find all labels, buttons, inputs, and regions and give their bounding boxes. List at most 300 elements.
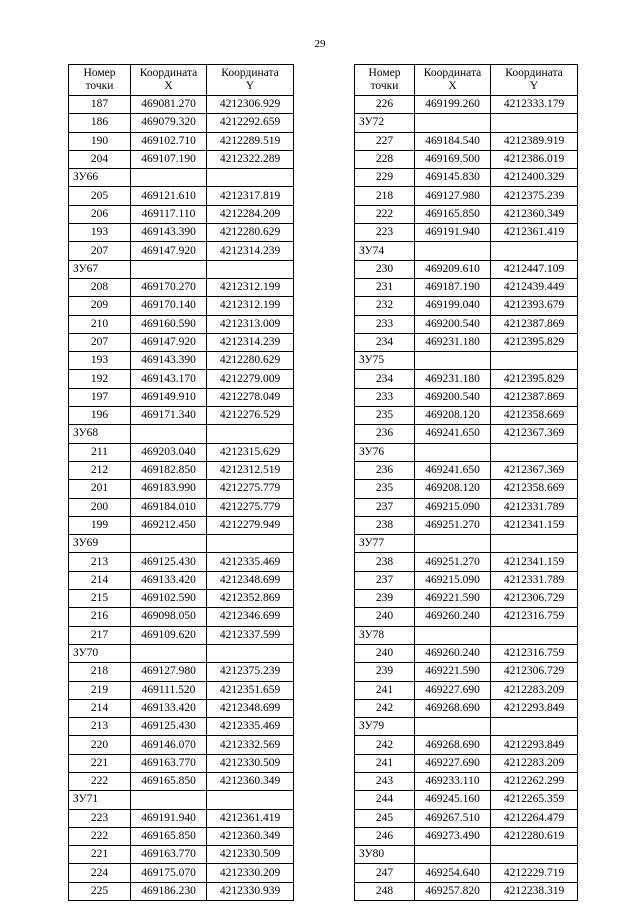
coordinate-y-cell: 4212306.729 [491, 590, 578, 608]
point-number-cell: 211 [69, 443, 131, 461]
coordinate-x-cell: 469208.120 [415, 480, 491, 498]
coordinate-y-cell: 4212331.789 [491, 498, 578, 516]
point-number-cell: 197 [69, 388, 131, 406]
parcel-label: ЗУ75 [355, 352, 415, 370]
table-row [69, 498, 294, 516]
coordinate-x-cell: 469267.510 [415, 809, 491, 827]
coordinate-x-cell: 469111.520 [131, 681, 207, 699]
table-row [69, 626, 294, 644]
table-row [355, 681, 578, 699]
coordinate-y-cell: 4212284.209 [207, 205, 294, 223]
table-row [69, 882, 294, 900]
point-number-cell: 236 [355, 425, 415, 443]
table-row [355, 498, 578, 516]
coordinate-x-cell: 469102.710 [131, 132, 207, 150]
table-row [69, 297, 294, 315]
coordinate-x-cell: 469245.160 [415, 791, 491, 809]
table-row [69, 461, 294, 479]
header-point-number: Номер точки [355, 65, 415, 96]
coordinate-x-cell: 469257.820 [415, 882, 491, 900]
parcel-label: ЗУ78 [355, 626, 415, 644]
empty-cell [415, 242, 491, 260]
coordinate-y-cell: 4212360.349 [207, 827, 294, 845]
table-row [69, 590, 294, 608]
table-row [69, 846, 294, 864]
point-number-cell: 205 [69, 187, 131, 205]
header-coordinate-x: Координата X [131, 65, 207, 96]
coordinate-y-cell: 4212275.779 [207, 480, 294, 498]
table-row [69, 772, 294, 790]
table-row [69, 827, 294, 845]
coordinate-x-cell: 469102.590 [131, 590, 207, 608]
table-row [355, 224, 578, 242]
coordinate-y-cell: 4212346.699 [207, 608, 294, 626]
point-number-cell: 215 [69, 590, 131, 608]
empty-cell [207, 260, 294, 278]
coordinate-x-cell: 469121.610 [131, 187, 207, 205]
point-number-cell: 224 [69, 864, 131, 882]
empty-cell [131, 535, 207, 553]
parcel-label: ЗУ66 [69, 169, 131, 187]
coordinate-y-cell: 4212375.239 [207, 663, 294, 681]
coordinate-y-cell: 4212314.239 [207, 333, 294, 351]
coordinate-y-cell: 4212312.519 [207, 461, 294, 479]
coordinate-x-cell: 469186.230 [131, 882, 207, 900]
coordinate-x-cell: 469199.260 [415, 96, 491, 114]
table-row [69, 443, 294, 461]
point-number-cell: 223 [69, 809, 131, 827]
empty-cell [415, 535, 491, 553]
point-number-cell: 199 [69, 516, 131, 534]
table-row [355, 205, 578, 223]
coordinate-x-cell: 469165.850 [415, 205, 491, 223]
coordinate-x-cell: 469127.980 [415, 187, 491, 205]
coordinate-y-cell: 4212337.599 [207, 626, 294, 644]
table-row [355, 370, 578, 388]
point-number-cell: 247 [355, 864, 415, 882]
coordinates-table-left [68, 64, 294, 901]
table-row [355, 96, 578, 114]
coordinate-y-cell: 4212315.629 [207, 443, 294, 461]
group-header-row [355, 114, 578, 132]
table-row [69, 571, 294, 589]
coordinate-x-cell: 469200.540 [415, 315, 491, 333]
point-number-cell: 210 [69, 315, 131, 333]
point-number-cell: 201 [69, 480, 131, 498]
point-number-cell: 208 [69, 278, 131, 296]
point-number-cell: 232 [355, 297, 415, 315]
point-number-cell: 222 [69, 772, 131, 790]
table-row [69, 699, 294, 717]
table-row [355, 260, 578, 278]
coordinate-y-cell: 4212280.629 [207, 224, 294, 242]
coordinate-x-cell: 469127.980 [131, 663, 207, 681]
coordinate-x-cell: 469125.430 [131, 553, 207, 571]
point-number-cell: 193 [69, 224, 131, 242]
coordinate-x-cell: 469268.690 [415, 699, 491, 717]
coordinate-x-cell: 469145.830 [415, 169, 491, 187]
table-row [69, 278, 294, 296]
group-header-row [355, 846, 578, 864]
point-number-cell: 214 [69, 699, 131, 717]
group-header-row [355, 535, 578, 553]
coordinate-x-cell: 469268.690 [415, 736, 491, 754]
coordinate-y-cell: 4212351.659 [207, 681, 294, 699]
coordinate-x-cell: 469251.270 [415, 553, 491, 571]
coordinate-y-cell: 4212335.469 [207, 553, 294, 571]
point-number-cell: 239 [355, 663, 415, 681]
empty-cell [131, 260, 207, 278]
table-row [355, 571, 578, 589]
point-number-cell: 200 [69, 498, 131, 516]
empty-cell [415, 846, 491, 864]
parcel-label: ЗУ69 [69, 535, 131, 553]
coordinate-y-cell: 4212317.819 [207, 187, 294, 205]
empty-cell [207, 169, 294, 187]
empty-cell [491, 535, 578, 553]
point-number-cell: 223 [355, 224, 415, 242]
page-number: 29 [314, 38, 326, 50]
point-number-cell: 244 [355, 791, 415, 809]
point-number-cell: 206 [69, 205, 131, 223]
empty-cell [491, 114, 578, 132]
point-number-cell: 238 [355, 553, 415, 571]
coordinate-x-cell: 469260.240 [415, 608, 491, 626]
table-row [69, 407, 294, 425]
point-number-cell: 218 [355, 187, 415, 205]
table-row [69, 681, 294, 699]
point-number-cell: 235 [355, 407, 415, 425]
point-number-cell: 237 [355, 498, 415, 516]
coordinate-y-cell: 4212292.659 [207, 114, 294, 132]
empty-cell [131, 644, 207, 662]
empty-cell [491, 443, 578, 461]
point-number-cell: 221 [69, 754, 131, 772]
coordinate-y-cell: 4212276.529 [207, 407, 294, 425]
group-header-row [69, 791, 294, 809]
point-number-cell: 235 [355, 480, 415, 498]
coordinate-y-cell: 4212386.019 [491, 150, 578, 168]
table-row [69, 736, 294, 754]
coordinate-x-cell: 469146.070 [131, 736, 207, 754]
coordinate-y-cell: 4212393.679 [491, 297, 578, 315]
group-header-row [69, 425, 294, 443]
table-row [69, 480, 294, 498]
point-number-cell: 212 [69, 461, 131, 479]
table-row [355, 150, 578, 168]
coordinate-y-cell: 4212330.209 [207, 864, 294, 882]
coordinate-y-cell: 4212306.729 [491, 663, 578, 681]
table-row [355, 663, 578, 681]
coordinate-y-cell: 4212330.509 [207, 846, 294, 864]
table-row [69, 516, 294, 534]
table-row [69, 754, 294, 772]
table-row [355, 388, 578, 406]
coordinate-y-cell: 4212280.619 [491, 827, 578, 845]
point-number-cell: 246 [355, 827, 415, 845]
point-number-cell: 222 [355, 205, 415, 223]
point-number-cell: 231 [355, 278, 415, 296]
point-number-cell: 233 [355, 388, 415, 406]
table-row [355, 608, 578, 626]
table-row [69, 864, 294, 882]
coordinate-x-cell: 469143.170 [131, 370, 207, 388]
table-row [69, 608, 294, 626]
point-number-cell: 236 [355, 461, 415, 479]
coordinate-x-cell: 469212.450 [131, 516, 207, 534]
empty-cell [415, 718, 491, 736]
coordinate-y-cell: 4212229.719 [491, 864, 578, 882]
table-row [355, 754, 578, 772]
point-number-cell: 234 [355, 333, 415, 351]
parcel-label: ЗУ68 [69, 425, 131, 443]
coordinate-x-cell: 469199.040 [415, 297, 491, 315]
table-row [355, 187, 578, 205]
coordinate-y-cell: 4212367.369 [491, 461, 578, 479]
group-header-row [69, 535, 294, 553]
empty-cell [207, 791, 294, 809]
empty-cell [131, 791, 207, 809]
point-number-cell: 242 [355, 699, 415, 717]
coordinate-x-cell: 469133.420 [131, 699, 207, 717]
coordinate-y-cell: 4212280.629 [207, 352, 294, 370]
table-row [69, 663, 294, 681]
point-number-cell: 241 [355, 754, 415, 772]
coordinate-x-cell: 469254.640 [415, 864, 491, 882]
table-row [69, 333, 294, 351]
coordinate-y-cell: 4212333.179 [491, 96, 578, 114]
table-row [355, 736, 578, 754]
coordinate-y-cell: 4212278.049 [207, 388, 294, 406]
coordinate-y-cell: 4212367.369 [491, 425, 578, 443]
point-number-cell: 190 [69, 132, 131, 150]
coordinate-x-cell: 469184.540 [415, 132, 491, 150]
table-row [355, 461, 578, 479]
coordinate-y-cell: 4212283.209 [491, 681, 578, 699]
coordinate-x-cell: 469187.190 [415, 278, 491, 296]
coordinate-x-cell: 469203.040 [131, 443, 207, 461]
table-row [69, 370, 294, 388]
table-row [355, 882, 578, 900]
coordinate-x-cell: 469169.500 [415, 150, 491, 168]
point-number-cell: 207 [69, 242, 131, 260]
coordinate-y-cell: 4212389.919 [491, 132, 578, 150]
coordinate-x-cell: 469125.430 [131, 718, 207, 736]
point-number-cell: 240 [355, 608, 415, 626]
table-row [355, 516, 578, 534]
coordinate-x-cell: 469163.770 [131, 754, 207, 772]
coordinate-x-cell: 469175.070 [131, 864, 207, 882]
table-row [355, 553, 578, 571]
header-coordinate-y: Координата Y [491, 65, 578, 96]
coordinate-x-cell: 469227.690 [415, 681, 491, 699]
empty-cell [131, 425, 207, 443]
coordinate-x-cell: 469170.140 [131, 297, 207, 315]
coordinate-x-cell: 469221.590 [415, 590, 491, 608]
parcel-label: ЗУ72 [355, 114, 415, 132]
empty-cell [207, 644, 294, 662]
table-row [69, 242, 294, 260]
coordinate-y-cell: 4212341.159 [491, 516, 578, 534]
table-row [355, 699, 578, 717]
coordinate-x-cell: 469215.090 [415, 571, 491, 589]
coordinate-y-cell: 4212358.669 [491, 480, 578, 498]
table-row [355, 827, 578, 845]
coordinate-y-cell: 4212360.349 [491, 205, 578, 223]
group-header-row [69, 644, 294, 662]
header-coordinate-y: Координата Y [207, 65, 294, 96]
coordinate-x-cell: 469147.920 [131, 333, 207, 351]
coordinate-x-cell: 469233.110 [415, 772, 491, 790]
coordinate-x-cell: 469079.320 [131, 114, 207, 132]
point-number-cell: 225 [69, 882, 131, 900]
coordinate-y-cell: 4212265.359 [491, 791, 578, 809]
table-row [355, 333, 578, 351]
table-row [355, 590, 578, 608]
coordinate-y-cell: 4212352.869 [207, 590, 294, 608]
group-header-row [69, 260, 294, 278]
point-number-cell: 230 [355, 260, 415, 278]
point-number-cell: 220 [69, 736, 131, 754]
coordinate-y-cell: 4212313.009 [207, 315, 294, 333]
parcel-label: ЗУ76 [355, 443, 415, 461]
coordinate-x-cell: 469143.390 [131, 224, 207, 242]
empty-cell [491, 846, 578, 864]
coordinate-y-cell: 4212395.829 [491, 333, 578, 351]
parcel-label: ЗУ77 [355, 535, 415, 553]
point-number-cell: 227 [355, 132, 415, 150]
coordinate-y-cell: 4212289.519 [207, 132, 294, 150]
coordinate-x-cell: 469191.940 [415, 224, 491, 242]
table-row [355, 315, 578, 333]
table-row [355, 425, 578, 443]
coordinate-x-cell: 469191.940 [131, 809, 207, 827]
table-row [69, 150, 294, 168]
empty-cell [491, 626, 578, 644]
table-row [355, 169, 578, 187]
table-row [355, 132, 578, 150]
point-number-cell: 238 [355, 516, 415, 534]
coordinate-x-cell: 469107.190 [131, 150, 207, 168]
empty-cell [207, 425, 294, 443]
empty-cell [131, 169, 207, 187]
coordinate-y-cell: 4212264.479 [491, 809, 578, 827]
group-header-row [355, 352, 578, 370]
point-number-cell: 240 [355, 644, 415, 662]
group-header-row [355, 718, 578, 736]
table-row [355, 864, 578, 882]
coordinate-x-cell: 469231.180 [415, 333, 491, 351]
coordinate-x-cell: 469170.270 [131, 278, 207, 296]
table-row [355, 644, 578, 662]
coordinate-y-cell: 4212238.319 [491, 882, 578, 900]
point-number-cell: 233 [355, 315, 415, 333]
point-number-cell: 207 [69, 333, 131, 351]
table-row [355, 297, 578, 315]
coordinate-y-cell: 4212439.449 [491, 278, 578, 296]
group-header-row [69, 169, 294, 187]
coordinate-x-cell: 469251.270 [415, 516, 491, 534]
coordinate-y-cell: 4212331.789 [491, 571, 578, 589]
coordinate-x-cell: 469273.490 [415, 827, 491, 845]
point-number-cell: 216 [69, 608, 131, 626]
point-number-cell: 219 [69, 681, 131, 699]
table-row [69, 96, 294, 114]
table-header-row [69, 65, 294, 96]
coordinate-x-cell: 469165.850 [131, 827, 207, 845]
point-number-cell: 222 [69, 827, 131, 845]
point-number-cell: 213 [69, 718, 131, 736]
point-number-cell: 213 [69, 553, 131, 571]
coordinate-y-cell: 4212283.209 [491, 754, 578, 772]
coordinate-x-cell: 469260.240 [415, 644, 491, 662]
coordinate-y-cell: 4212332.569 [207, 736, 294, 754]
coordinate-x-cell: 469182.850 [131, 461, 207, 479]
empty-cell [207, 535, 294, 553]
parcel-label: ЗУ79 [355, 718, 415, 736]
point-number-cell: 221 [69, 846, 131, 864]
coordinate-x-cell: 469184.010 [131, 498, 207, 516]
parcel-label: ЗУ74 [355, 242, 415, 260]
coordinate-x-cell: 469221.590 [415, 663, 491, 681]
coordinate-x-cell: 469208.120 [415, 407, 491, 425]
empty-cell [415, 114, 491, 132]
table-header-row [355, 65, 578, 96]
point-number-cell: 241 [355, 681, 415, 699]
point-number-cell: 186 [69, 114, 131, 132]
coordinate-x-cell: 469117.110 [131, 205, 207, 223]
coordinate-x-cell: 469109.620 [131, 626, 207, 644]
point-number-cell: 228 [355, 150, 415, 168]
coordinate-y-cell: 4212275.779 [207, 498, 294, 516]
table-row [355, 480, 578, 498]
table-row [69, 718, 294, 736]
table-row [355, 772, 578, 790]
point-number-cell: 243 [355, 772, 415, 790]
coordinate-y-cell: 4212279.009 [207, 370, 294, 388]
table-row [69, 132, 294, 150]
empty-cell [491, 242, 578, 260]
group-header-row [355, 626, 578, 644]
group-header-row [355, 443, 578, 461]
coordinate-y-cell: 4212375.239 [491, 187, 578, 205]
empty-cell [415, 443, 491, 461]
coordinate-x-cell: 469183.990 [131, 480, 207, 498]
coordinate-y-cell: 4212395.829 [491, 370, 578, 388]
coordinate-y-cell: 4212387.869 [491, 315, 578, 333]
table-row [355, 791, 578, 809]
coordinate-x-cell: 469143.390 [131, 352, 207, 370]
point-number-cell: 196 [69, 407, 131, 425]
coordinate-x-cell: 469171.340 [131, 407, 207, 425]
coordinate-y-cell: 4212335.469 [207, 718, 294, 736]
coordinate-y-cell: 4212293.849 [491, 736, 578, 754]
table-row [355, 407, 578, 425]
coordinate-y-cell: 4212400.329 [491, 169, 578, 187]
table-row [69, 388, 294, 406]
parcel-label: ЗУ70 [69, 644, 131, 662]
coordinate-y-cell: 4212314.239 [207, 242, 294, 260]
coordinate-x-cell: 469165.850 [131, 772, 207, 790]
coordinate-y-cell: 4212279.949 [207, 516, 294, 534]
coordinate-x-cell: 469231.180 [415, 370, 491, 388]
coordinate-y-cell: 4212341.159 [491, 553, 578, 571]
point-number-cell: 242 [355, 736, 415, 754]
group-header-row [355, 242, 578, 260]
table-row [69, 205, 294, 223]
table-row [355, 278, 578, 296]
coordinate-y-cell: 4212312.199 [207, 278, 294, 296]
